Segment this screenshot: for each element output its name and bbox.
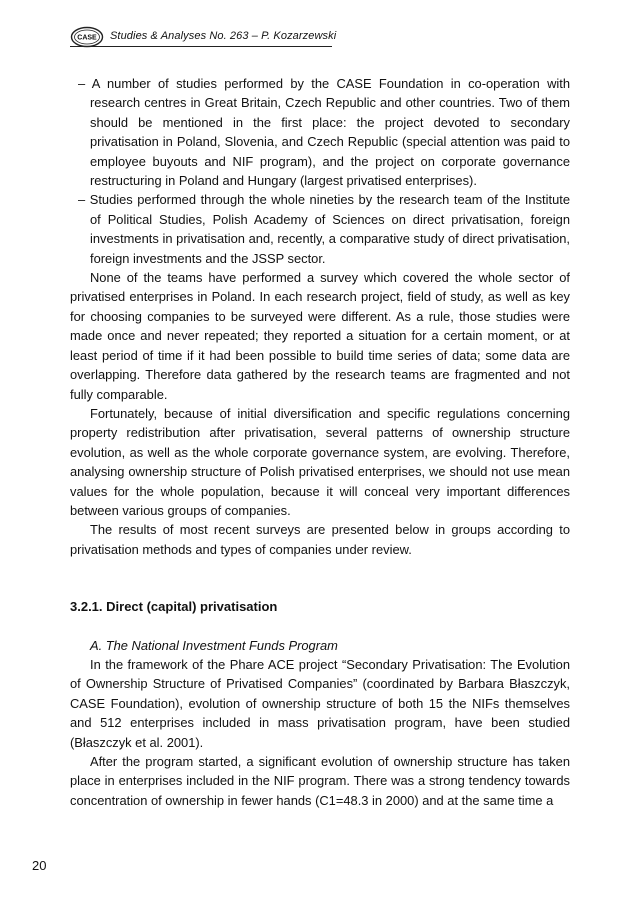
page-body [70,74,570,810]
body-paragraph: None of the teams have performed a survey which covered the whole sector of privatised enterprises in Poland. In each research project, field of study, as well as key for choosing companies to be surveyed were different. As a rule, those studies were made once and never repeated; they reported a situation for a certain moment, or at least period of time if it had been possible to build time series of data; some data are overlapping. Therefore data gathered by the research teams are fragmented and not fully comparable. [70,270,570,402]
sub-heading: A. The National Investment Funds Program [90,637,338,653]
page-number: 20 [32,858,47,873]
list-item: – Studies performed through the whole nineties by the research team of the Institute of Political Studies, Polish Academy of Sciences on direct privatisation, foreign investments in privatisation and, recently, a comparative study of direct privatisation, foreign investments and the JSSP sector. [78,192,570,266]
body-paragraph: In the framework of the Phare ACE project “Secondary Privatisation: The Evolution of Ownership Structure of Privatised Companies” (coordinated by Barbara Błaszczyk, CASE Foundation), evolution of ownership structure of both 15 the NIFs themselves and 512 enterprises included in mass privatisation program, have been studied (Błaszczyk et al. 2001). [70,656,570,750]
section-heading: 3.2.1. Direct (capital) privatisation [70,599,278,615]
header-rule [70,46,332,47]
case-logo-icon [70,26,104,48]
logo-text: CASE [77,34,97,42]
body-paragraph: The results of most recent surveys are presented below in groups according to privatisation methods and types of companies under review. [70,522,570,557]
list-item: – A number of studies performed by the CASE Foundation in co-operation with research centres in Great Britain, Czech Republic and other countries. Two of them should be mentioned in the first place: the project devoted to secondary privatisation in Poland, Slovenia, and Czech Republic (special attention was paid to employee buyouts and NIF program), and the project on corporate governance restructuring in Poland and Hungary (largest privatised enterprises). [78,76,570,189]
body-paragraph: Fortunately, because of initial diversification and specific regulations concerning property redistribution after privatisation, several patterns of ownership structure evolution, as well as the whole corporate governance system, are evolving. Therefore, analysing ownership structure of Polish privatised enterprises, we should not use mean values for the whole population, because it will conceal very important differences between various groups of companies. [70,405,570,518]
body-paragraph: After the program started, a significant evolution of ownership structure has taken place in enterprises included in the NIF program. There was a strong tendency towards concentration of ownership in fewer hands (C1=48.3 in 2000) and at the same time a [70,754,570,808]
page-header [70,26,337,48]
running-head: Studies & Analyses No. 263 – P. Kozarzewski [110,30,337,42]
